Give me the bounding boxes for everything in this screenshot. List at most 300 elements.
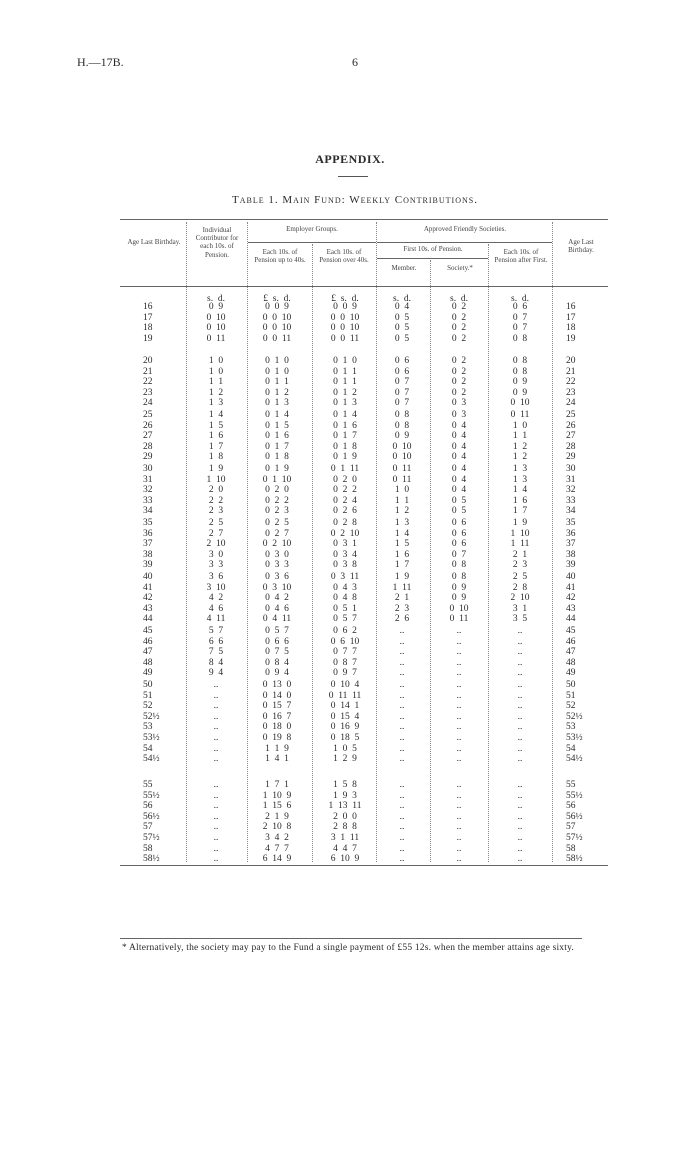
age-right-cell: 52 (566, 701, 576, 712)
employer-upto-cell: 0 2 10 (262, 539, 292, 550)
each-after-cell: 0 8 (512, 333, 528, 344)
table-row (0, 791, 700, 802)
employer-over-cell: 0 8 7 (333, 657, 357, 668)
age-right-cell: 26 (566, 420, 576, 431)
table-row (0, 518, 700, 529)
age-cell: 17 (143, 312, 153, 323)
employer-over-cell: 0 0 10 (330, 323, 360, 334)
table-row (0, 421, 700, 432)
each-after-cell: .. (517, 657, 523, 668)
employer-upto-cell: 0 2 7 (265, 528, 289, 539)
age-cell: 56 (143, 801, 153, 812)
employer-over-cell: 0 1 9 (333, 452, 357, 463)
age-right-cell: 33 (566, 495, 576, 506)
age-right-cell: 28 (566, 441, 576, 452)
age-cell: 57 (143, 822, 153, 833)
individual-cell: 5 7 (208, 626, 224, 636)
member-cell: 1 4 (394, 528, 410, 539)
individual-cell: 3 0 (208, 549, 224, 560)
employer-upto-cell: 0 4 11 (262, 614, 292, 625)
employer-upto-cell: 4 7 7 (265, 843, 289, 854)
header-employer-over: Each 10s. of Pension over 40s. (319, 248, 369, 265)
individual-cell: .. (213, 680, 219, 690)
individual-cell: 0 10 (206, 323, 226, 334)
individual-cell: .. (213, 754, 219, 765)
employer-upto-cell: 0 1 8 (265, 452, 289, 463)
society-cell: 0 2 (451, 333, 467, 344)
employer-over-cell: 0 1 3 (333, 398, 357, 409)
member-cell: 1 2 (394, 506, 410, 517)
header-society: Society.* (447, 264, 473, 272)
employer-over-cell: 0 10 4 (330, 680, 360, 690)
individual-cell: 6 6 (208, 636, 224, 647)
unit-each-after: s. d. (511, 294, 529, 304)
member-cell: 0 9 (394, 431, 410, 442)
each-after-cell: 0 9 (512, 387, 528, 398)
member-cell: 2 1 (394, 593, 410, 604)
each-after-cell: 0 9 (512, 377, 528, 388)
employer-over-cell: 0 4 3 (333, 582, 357, 593)
member-cell: .. (399, 843, 405, 854)
member-cell: 1 11 (392, 582, 412, 593)
table-row (0, 583, 700, 594)
age-right-cell: 53½ (566, 732, 583, 743)
row-group (0, 302, 700, 344)
employer-upto-cell: 0 7 5 (265, 647, 289, 658)
age-right-cell: 23 (566, 387, 576, 398)
age-cell: 22 (143, 377, 153, 388)
employer-over-cell: 0 1 11 (330, 464, 360, 474)
age-cell: 35 (143, 518, 153, 528)
employer-over-cell: 0 14 1 (330, 701, 360, 712)
individual-cell: .. (213, 822, 219, 833)
individual-cell: 2 10 (206, 539, 226, 550)
employer-upto-cell: 0 1 6 (265, 431, 289, 442)
each-after-cell: 2 10 (510, 593, 530, 604)
each-after-cell: .. (517, 743, 523, 754)
age-right-cell: 55 (566, 780, 576, 790)
each-after-cell: .. (517, 780, 523, 790)
society-cell: .. (456, 743, 462, 754)
age-right-cell: 47 (566, 647, 576, 658)
age-cell: 58 (143, 843, 153, 854)
employer-over-cell: 0 11 11 (328, 690, 362, 701)
table-row (0, 442, 700, 453)
employer-upto-cell: 0 3 0 (265, 549, 289, 560)
each-after-cell: 1 4 (512, 485, 528, 496)
society-cell: .. (456, 822, 462, 833)
employer-upto-cell: 0 0 11 (262, 333, 292, 344)
society-cell: 0 2 (451, 356, 467, 366)
member-cell: 0 5 (394, 312, 410, 323)
table-bottom-rule (120, 865, 608, 866)
age-cell: 20 (143, 356, 153, 366)
age-right-cell: 41 (566, 582, 576, 593)
table-row (0, 744, 700, 755)
age-cell: 26 (143, 420, 153, 431)
employer-over-cell: 0 7 7 (333, 647, 357, 658)
table-row (0, 854, 700, 865)
employer-over-cell: 0 2 6 (333, 506, 357, 517)
employer-upto-cell: 6 14 9 (262, 854, 292, 865)
footnote: * Alternatively, the society may pay to the Fund a single payment of £55 12s. when the member attains age sixty. (122, 943, 575, 953)
individual-cell: 1 0 (208, 366, 224, 377)
row-group (0, 680, 700, 765)
table-row (0, 801, 700, 812)
employer-upto-cell: 3 4 2 (265, 832, 289, 843)
each-after-cell: .. (517, 732, 523, 743)
employer-over-cell: 6 10 9 (330, 854, 360, 865)
individual-cell: 3 6 (208, 572, 224, 582)
member-cell: 0 7 (394, 377, 410, 388)
age-cell: 40 (143, 572, 153, 582)
age-cell: 30 (143, 464, 153, 474)
member-cell: 0 5 (394, 323, 410, 334)
employer-over-cell: 1 5 8 (333, 780, 357, 790)
member-cell: 0 8 (394, 410, 410, 420)
age-cell: 18 (143, 323, 153, 334)
header-age-left: Age Last Birthday. (127, 238, 181, 246)
age-cell: 52½ (143, 711, 160, 722)
member-cell: .. (399, 832, 405, 843)
employer-over-cell: 0 1 8 (333, 441, 357, 452)
age-cell: 50 (143, 680, 153, 690)
member-cell: .. (399, 701, 405, 712)
society-cell: 0 6 (451, 528, 467, 539)
table-row (0, 496, 700, 507)
individual-cell: 1 7 (208, 441, 224, 452)
employer-upto-cell: 1 4 1 (265, 754, 289, 765)
society-cell: 0 4 (451, 474, 467, 485)
age-right-cell: 40 (566, 572, 576, 582)
table-row (0, 475, 700, 486)
header-employer-upto: Each 10s. of Pension up to 40s. (254, 248, 306, 265)
each-after-cell: 3 5 (512, 614, 528, 625)
age-right-cell: 32 (566, 485, 576, 496)
employer-over-cell: 0 0 10 (330, 312, 360, 323)
employer-upto-cell: 0 18 0 (262, 722, 292, 733)
each-after-cell: 1 1 (512, 431, 528, 442)
age-right-cell: 34 (566, 506, 576, 517)
age-cell: 28 (143, 441, 153, 452)
member-cell: 0 6 (394, 366, 410, 377)
employer-upto-cell: 0 3 10 (262, 582, 292, 593)
individual-cell: .. (213, 854, 219, 865)
age-cell: 54½ (143, 754, 160, 765)
employer-upto-cell: 0 4 6 (265, 603, 289, 614)
each-after-cell: .. (517, 790, 523, 801)
employer-upto-cell: 0 1 2 (265, 387, 289, 398)
age-cell: 32 (143, 485, 153, 496)
individual-cell: 1 0 (208, 356, 224, 366)
age-right-cell: 24 (566, 398, 576, 409)
age-cell: 56½ (143, 811, 160, 822)
employer-over-cell: 3 1 11 (330, 832, 360, 843)
employer-over-cell: 0 3 11 (330, 572, 360, 582)
society-cell: 0 11 (449, 614, 469, 625)
employer-upto-cell: 0 1 4 (265, 410, 289, 420)
row-group (0, 518, 700, 571)
individual-cell: .. (213, 722, 219, 733)
table-row (0, 754, 700, 765)
age-right-cell: 25 (566, 410, 576, 420)
each-after-cell: 2 8 (512, 582, 528, 593)
table-row (0, 780, 700, 791)
member-cell: 0 7 (394, 387, 410, 398)
age-cell: 23 (143, 387, 153, 398)
age-cell: 41 (143, 582, 153, 593)
society-cell: .. (456, 832, 462, 843)
age-cell: 19 (143, 333, 153, 344)
age-right-cell: 56½ (566, 811, 583, 822)
table-row (0, 604, 700, 615)
age-cell: 46 (143, 636, 153, 647)
member-cell: .. (399, 668, 405, 679)
table-row (0, 701, 700, 712)
table-row (0, 593, 700, 604)
row-group (0, 464, 700, 517)
employer-over-cell: 0 6 10 (330, 636, 360, 647)
employer-over-cell: 0 9 7 (333, 668, 357, 679)
employer-upto-cell: 0 0 9 (265, 302, 289, 312)
employer-upto-cell: 0 16 7 (262, 711, 292, 722)
employer-over-cell: 1 9 3 (333, 790, 357, 801)
age-cell: 54 (143, 743, 153, 754)
society-cell: 0 3 (451, 410, 467, 420)
member-cell: .. (399, 636, 405, 647)
society-cell: 0 2 (451, 387, 467, 398)
employer-over-cell: 4 4 7 (333, 843, 357, 854)
member-cell: 0 7 (394, 398, 410, 409)
each-after-cell: 0 7 (512, 312, 528, 323)
age-cell: 55½ (143, 790, 160, 801)
age-right-cell: 57 (566, 822, 576, 833)
employer-upto-cell: 2 1 9 (265, 811, 289, 822)
table-row (0, 844, 700, 855)
member-cell: 0 10 (392, 441, 412, 452)
society-cell: .. (456, 711, 462, 722)
age-right-cell: 17 (566, 312, 576, 323)
member-cell: .. (399, 690, 405, 701)
table-row (0, 712, 700, 723)
table-row (0, 691, 700, 702)
table-row (0, 614, 700, 625)
age-cell: 43 (143, 603, 153, 614)
age-cell: 51 (143, 690, 153, 701)
employer-over-cell: 0 1 2 (333, 387, 357, 398)
member-cell: .. (399, 790, 405, 801)
each-after-cell: .. (517, 711, 523, 722)
member-cell: 1 1 (394, 495, 410, 506)
member-cell: 1 7 (394, 560, 410, 571)
individual-cell: 4 6 (208, 603, 224, 614)
society-cell: .. (456, 722, 462, 733)
table-row (0, 812, 700, 823)
society-cell: 0 9 (451, 593, 467, 604)
employer-over-cell: 2 8 8 (333, 822, 357, 833)
unit-employer-over: £ s. d. (331, 294, 359, 304)
society-cell: 0 9 (451, 582, 467, 593)
each-after-cell: 1 0 (512, 420, 528, 431)
age-right-cell: 51 (566, 690, 576, 701)
each-after-cell: .. (517, 854, 523, 865)
age-cell: 53 (143, 722, 153, 733)
society-cell: 0 2 (451, 323, 467, 334)
employer-upto-cell: 0 1 0 (265, 366, 289, 377)
age-cell: 49 (143, 668, 153, 679)
age-right-cell: 22 (566, 377, 576, 388)
society-cell: .. (456, 790, 462, 801)
employer-upto-cell: 0 4 2 (265, 593, 289, 604)
society-cell: 0 8 (451, 572, 467, 582)
individual-cell: .. (213, 801, 219, 812)
table-row (0, 367, 700, 378)
individual-cell: .. (213, 690, 219, 701)
individual-cell: 1 9 (208, 464, 224, 474)
age-cell: 36 (143, 528, 153, 539)
individual-cell: 7 5 (208, 647, 224, 658)
table-row (0, 388, 700, 399)
age-cell: 52 (143, 701, 153, 712)
table-row (0, 626, 700, 637)
individual-cell: .. (213, 843, 219, 854)
age-cell: 27 (143, 431, 153, 442)
friendly-group-rule (377, 242, 552, 243)
member-cell: 0 5 (394, 333, 410, 344)
age-cell: 44 (143, 614, 153, 625)
age-cell: 42 (143, 593, 153, 604)
footnote-rule (120, 938, 582, 939)
age-right-cell: 31 (566, 474, 576, 485)
age-cell: 16 (143, 302, 153, 312)
age-right-cell: 52½ (566, 711, 583, 722)
individual-cell: 9 4 (208, 668, 224, 679)
each-after-cell: .. (517, 801, 523, 812)
employer-over-cell: 0 1 6 (333, 420, 357, 431)
table-row (0, 529, 700, 540)
member-cell: 0 11 (392, 474, 412, 485)
member-cell: .. (399, 854, 405, 865)
employer-over-cell: 2 0 0 (333, 811, 357, 822)
age-right-cell: 46 (566, 636, 576, 647)
each-after-cell: .. (517, 754, 523, 765)
society-cell: 0 4 (451, 464, 467, 474)
age-right-cell: 58½ (566, 854, 583, 865)
age-cell: 21 (143, 366, 153, 377)
age-right-cell: 57½ (566, 832, 583, 843)
employer-over-cell: 0 1 1 (333, 377, 357, 388)
age-right-cell: 54½ (566, 754, 583, 765)
individual-cell: 1 10 (206, 474, 226, 485)
table-row (0, 668, 700, 679)
member-cell: .. (399, 647, 405, 658)
header-individual: Individual Contributor for each 10s. of Pension. (195, 226, 239, 259)
employer-upto-cell: 0 9 4 (265, 668, 289, 679)
society-cell: 0 4 (451, 452, 467, 463)
header-member: Member. (391, 264, 417, 272)
individual-cell: 0 11 (206, 333, 226, 344)
age-right-cell: 29 (566, 452, 576, 463)
each-after-cell: .. (517, 811, 523, 822)
page-reference: H.—17B. (77, 55, 124, 69)
age-right-cell: 44 (566, 614, 576, 625)
society-cell: 0 8 (451, 560, 467, 571)
society-cell: .. (456, 780, 462, 790)
employer-over-cell: 0 2 2 (333, 485, 357, 496)
employer-upto-cell: 0 1 10 (262, 474, 292, 485)
page-header (0, 55, 700, 71)
table-row (0, 398, 700, 409)
employer-upto-cell: 0 14 0 (262, 690, 292, 701)
age-cell: 48 (143, 657, 153, 668)
age-cell: 33 (143, 495, 153, 506)
individual-cell: 8 4 (208, 657, 224, 668)
age-right-cell: 18 (566, 323, 576, 334)
each-after-cell: 1 11 (510, 539, 530, 550)
member-cell: .. (399, 743, 405, 754)
each-after-cell: .. (517, 680, 523, 690)
society-cell: .. (456, 657, 462, 668)
age-cell: 37 (143, 539, 153, 550)
table-row (0, 572, 700, 583)
employer-upto-cell: 1 1 9 (265, 743, 289, 754)
individual-cell: 0 10 (206, 312, 226, 323)
employer-upto-cell: 0 3 6 (265, 572, 289, 582)
employer-over-cell: 0 0 11 (330, 333, 360, 344)
table-row (0, 485, 700, 496)
individual-cell: 1 1 (208, 377, 224, 388)
individual-cell: 3 10 (206, 582, 226, 593)
employer-upto-cell: 0 1 7 (265, 441, 289, 452)
age-cell: 45 (143, 626, 153, 636)
individual-cell: .. (213, 832, 219, 843)
employer-over-cell: 0 5 1 (333, 603, 357, 614)
society-cell: .. (456, 690, 462, 701)
society-cell: .. (456, 647, 462, 658)
employer-upto-cell: 0 8 4 (265, 657, 289, 668)
each-after-cell: 0 11 (510, 410, 530, 420)
employer-over-cell: 0 2 4 (333, 495, 357, 506)
society-cell: 0 10 (449, 603, 469, 614)
age-right-cell: 50 (566, 680, 576, 690)
age-right-cell: 45 (566, 626, 576, 636)
each-after-cell: .. (517, 843, 523, 854)
individual-cell: 2 5 (208, 518, 224, 528)
each-after-cell: 2 1 (512, 549, 528, 560)
table-row (0, 647, 700, 658)
age-right-cell: 48 (566, 657, 576, 668)
table-row (0, 539, 700, 550)
table-top-rule (120, 219, 608, 220)
member-cell: 1 6 (394, 549, 410, 560)
each-after-cell: .. (517, 701, 523, 712)
employer-over-cell: 0 0 9 (333, 302, 357, 312)
member-cell: 2 3 (394, 603, 410, 614)
society-cell: 0 2 (451, 366, 467, 377)
employer-over-cell: 0 5 7 (333, 614, 357, 625)
society-cell: .. (456, 843, 462, 854)
employer-upto-cell: 0 13 0 (262, 680, 292, 690)
age-right-cell: 36 (566, 528, 576, 539)
table-row (0, 377, 700, 388)
individual-cell: 4 2 (208, 593, 224, 604)
table-row (0, 550, 700, 561)
employer-over-cell: 0 3 1 (333, 539, 357, 550)
age-cell: 55 (143, 780, 153, 790)
member-cell: 0 4 (394, 302, 410, 312)
society-cell: 0 2 (451, 302, 467, 312)
individual-cell: .. (213, 732, 219, 743)
